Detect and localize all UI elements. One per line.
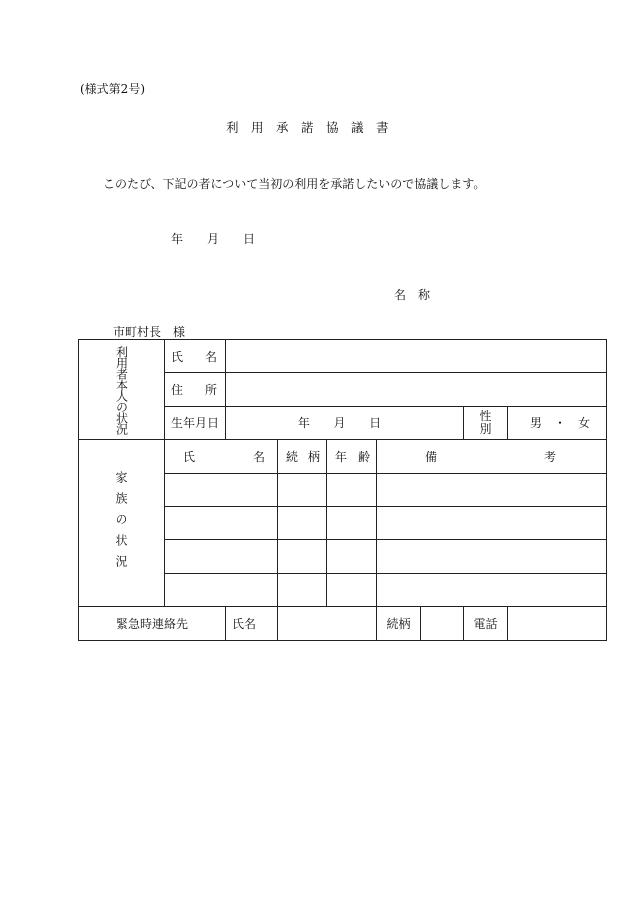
addressee: 市町村長 様 [113,325,186,339]
emergency-name-field[interactable] [278,607,377,640]
gender-field[interactable] [508,406,607,439]
family-remarks-field[interactable] [377,540,607,573]
gender-male-option[interactable]: 男 [530,416,543,431]
emergency-row [79,607,607,640]
family-remarks-field[interactable] [377,506,607,539]
birth-year-label: 年 [297,416,310,431]
user-name-row [79,340,607,373]
body-text: このたび、下記の者について当初の利用を承諾したいので協議します。 [103,177,486,191]
user-address-field[interactable] [226,373,607,406]
gender-separator: ・ [553,416,566,431]
family-age-field[interactable] [327,473,377,506]
family-relation-field[interactable] [278,573,327,606]
user-name-field[interactable] [226,340,607,373]
document-title: 利 用 承 諾 協 議 書 [226,120,389,135]
family-age-header: 年 齢 [327,440,377,473]
family-age-field[interactable] [327,573,377,606]
family-relation-field[interactable] [278,473,327,506]
form-number: (様式第2号) [80,82,145,96]
family-name-field[interactable] [165,473,278,506]
gender-label: 性 別 [464,406,508,439]
family-header-row [79,440,607,473]
family-remarks-field[interactable] [377,473,607,506]
family-remarks-field[interactable] [377,573,607,606]
gender-female-option[interactable]: 女 [577,416,590,431]
emergency-phone-field[interactable] [508,607,607,640]
family-name-field[interactable] [165,540,278,573]
birth-day-label: 日 [369,416,382,431]
family-name-field[interactable] [165,573,278,606]
emergency-relation-field[interactable] [421,607,464,640]
family-age-field[interactable] [327,540,377,573]
org-name-label: 名 称 [394,288,431,302]
user-address-label: 住 所 [165,373,226,406]
emergency-phone-label: 電話 [464,607,508,640]
date-month-label: 月 [207,232,220,246]
birthdate-label: 生年月日 [165,406,226,439]
emergency-label: 緊急時連絡先 [79,607,226,640]
birthdate-field[interactable] [226,406,464,439]
family-relation-field[interactable] [278,506,327,539]
family-relation-field[interactable] [278,540,327,573]
date-year-label: 年 [171,232,184,246]
date-day-label: 日 [243,232,256,246]
family-relation-header: 続 柄 [278,440,327,473]
family-name-field[interactable] [165,506,278,539]
birth-month-label: 月 [333,416,346,431]
user-section-label: 利用者本人の状況 [79,340,165,440]
form-table [78,339,607,641]
family-age-field[interactable] [327,506,377,539]
emergency-name-label: 氏名 [226,607,278,640]
emergency-relation-label: 続柄 [377,607,421,640]
user-name-label: 氏 名 [165,340,226,373]
family-section-label: 家族の状況 [79,440,165,607]
family-remarks-header: 備 考 [377,440,607,473]
date-line [171,230,255,247]
family-name-header: 氏 名 [165,440,278,473]
